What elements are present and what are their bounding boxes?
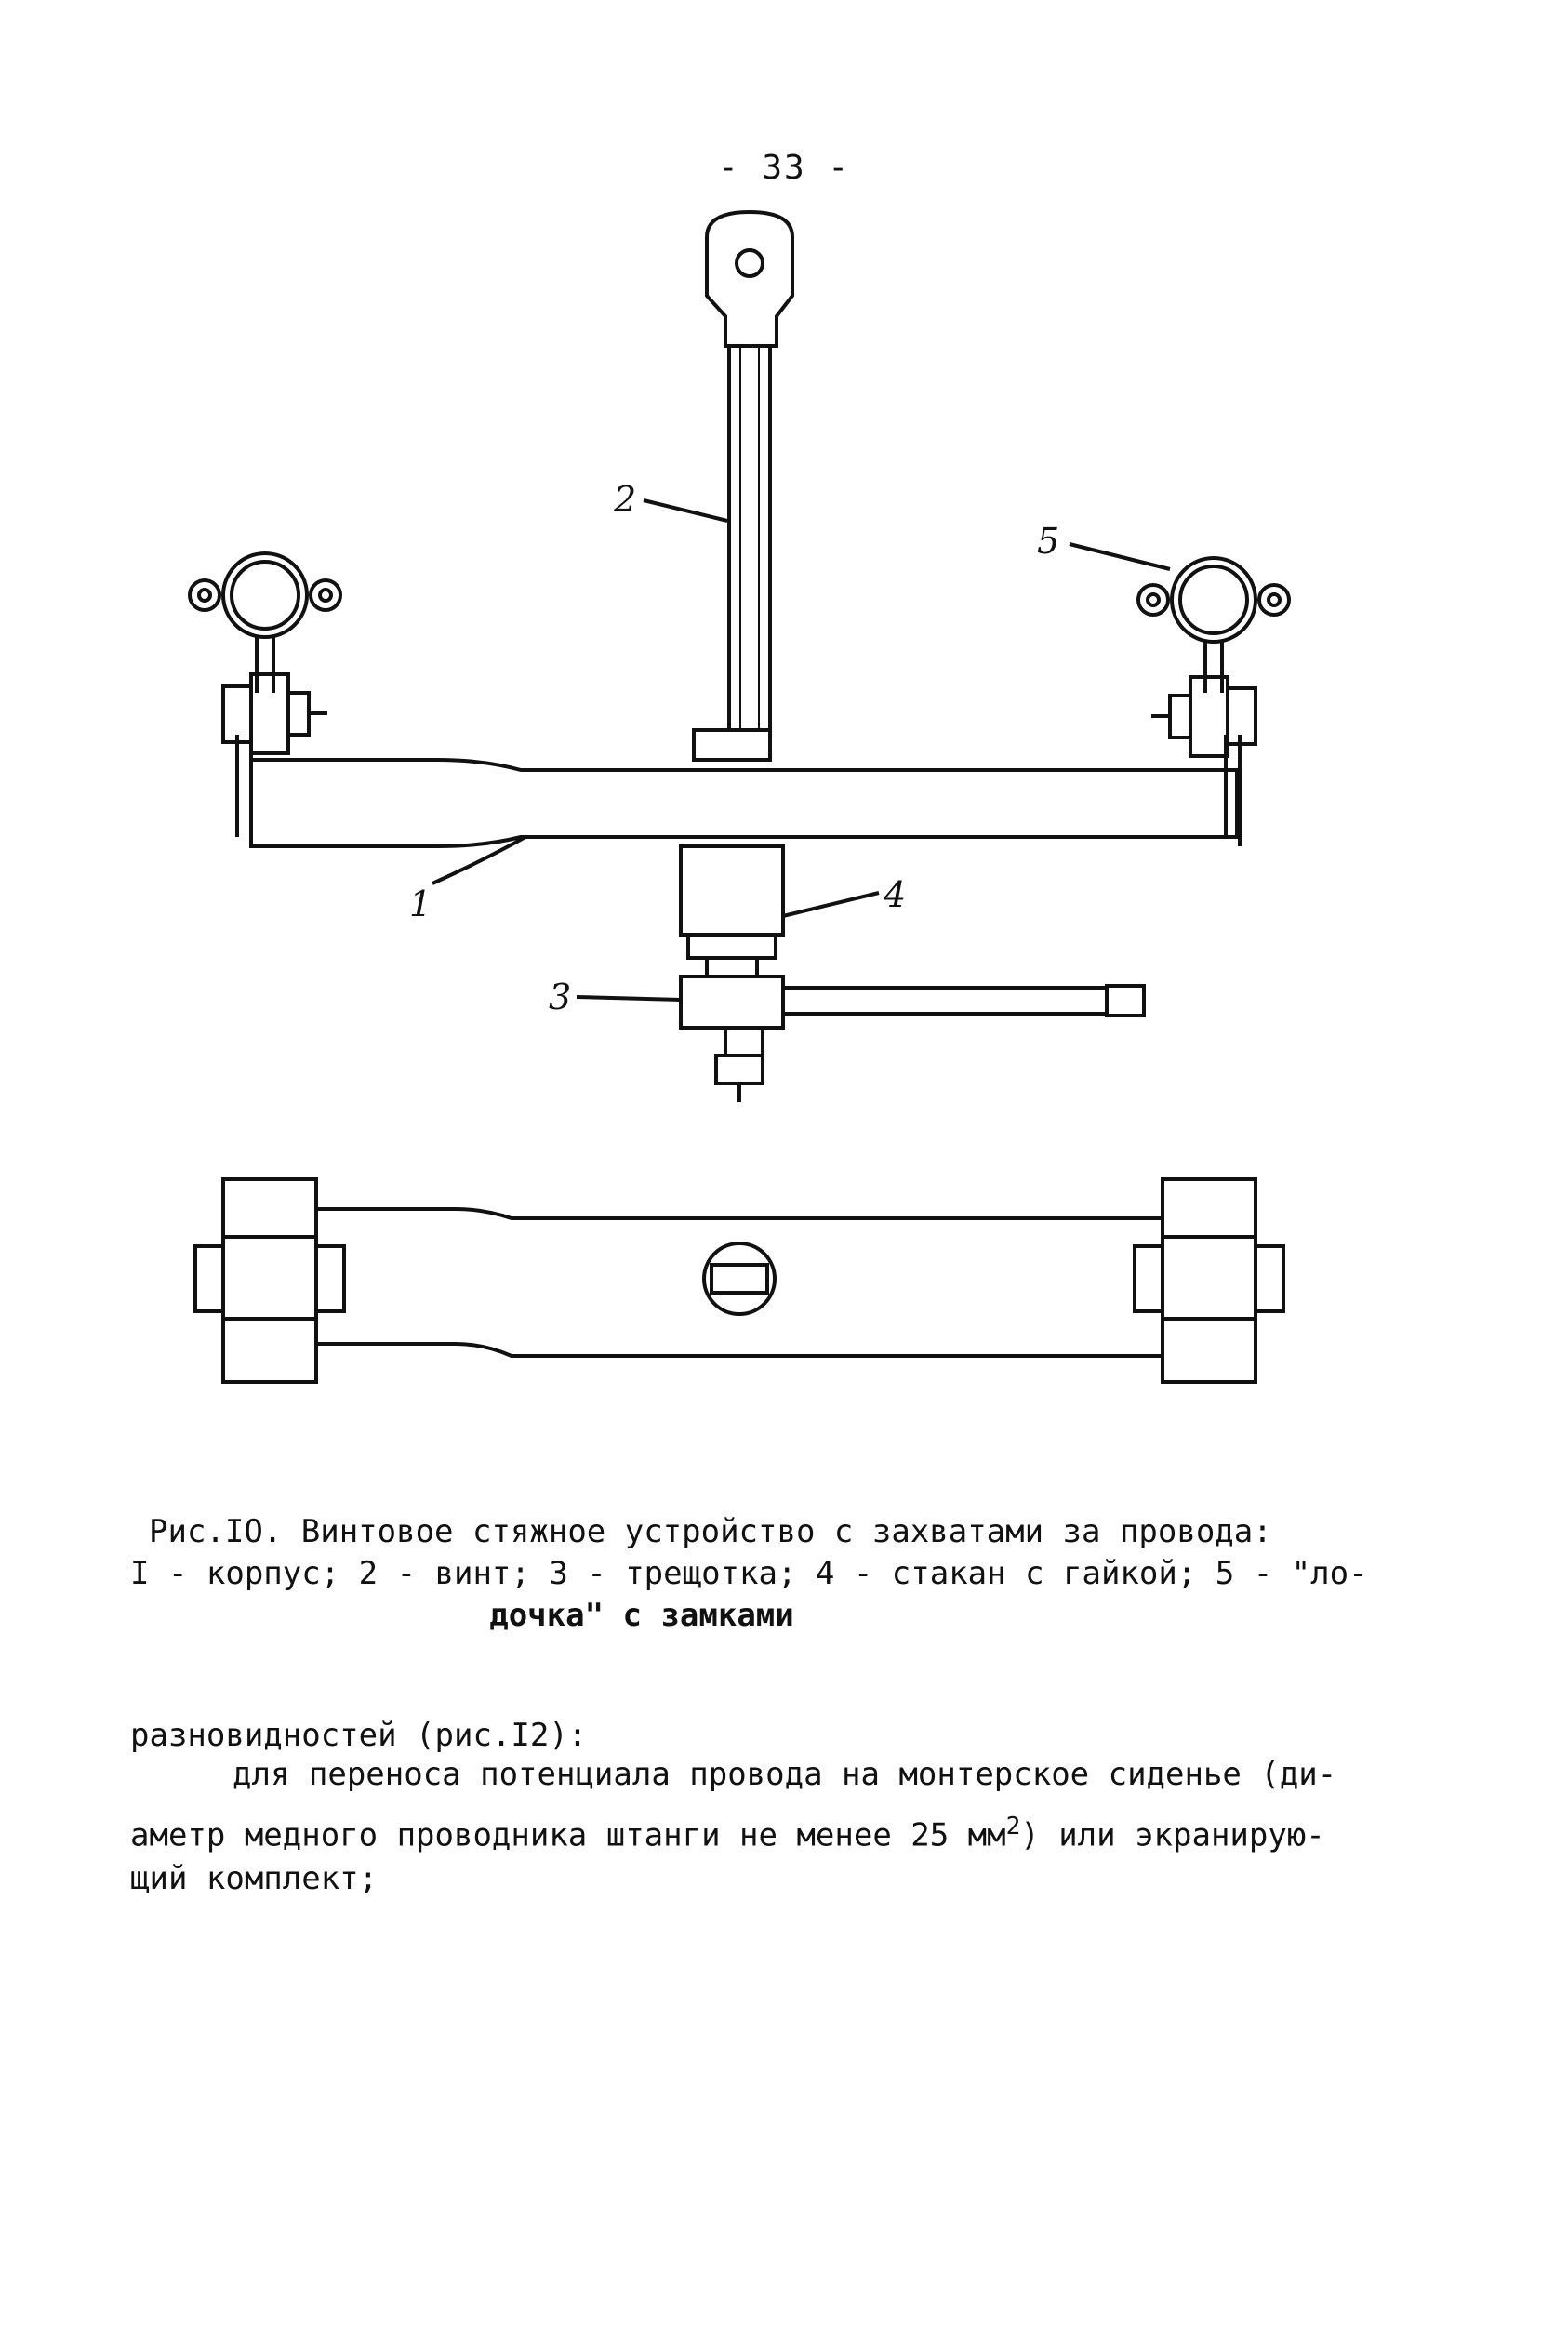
figure-caption-legend: I - корпус; 2 - винт; 3 - трещотка; 4 - стакан с гайкой; 5 - "ло- — [130, 1555, 1368, 1592]
figure-caption-legend-cont: дочка" с замками — [489, 1597, 794, 1634]
body-text-line: для переноса потенциала провода на монтерское сиденье (ди- — [233, 1756, 1337, 1793]
superscript: 2 — [1005, 1813, 1021, 1840]
leader-5 — [1070, 544, 1170, 569]
callout-1: 1 — [409, 883, 432, 924]
body-text-line: разновидностей (рис.I2): — [130, 1717, 588, 1754]
cup-with-nut — [681, 846, 783, 976]
body-text-fragment: аметр медного проводника штанги не менее 25 мм — [130, 1816, 1006, 1854]
body-beam — [237, 735, 1240, 846]
screw-eye-lug — [707, 212, 792, 346]
plan-view — [195, 1179, 1283, 1382]
callout-2: 2 — [614, 479, 637, 520]
top-nut — [694, 730, 770, 760]
leader-2 — [644, 500, 727, 521]
callout-4: 4 — [884, 874, 907, 915]
page-number: - 33 - — [717, 149, 851, 187]
screw-rod — [729, 346, 770, 730]
left-clamp — [190, 553, 340, 753]
leader-3 — [577, 997, 681, 1000]
body-text-line: щий комплект; — [130, 1860, 379, 1897]
callout-3: 3 — [549, 976, 572, 1017]
right-clamp — [1138, 558, 1289, 756]
figure-caption-title: Рис.IO. Винтовое стяжное устройство с захватами за провода: — [149, 1513, 1272, 1550]
leader-4 — [783, 893, 879, 916]
body-text-fragment: ) или экранирую- — [1020, 1816, 1325, 1854]
ratchet — [681, 976, 1144, 1102]
callout-5: 5 — [1037, 521, 1060, 562]
